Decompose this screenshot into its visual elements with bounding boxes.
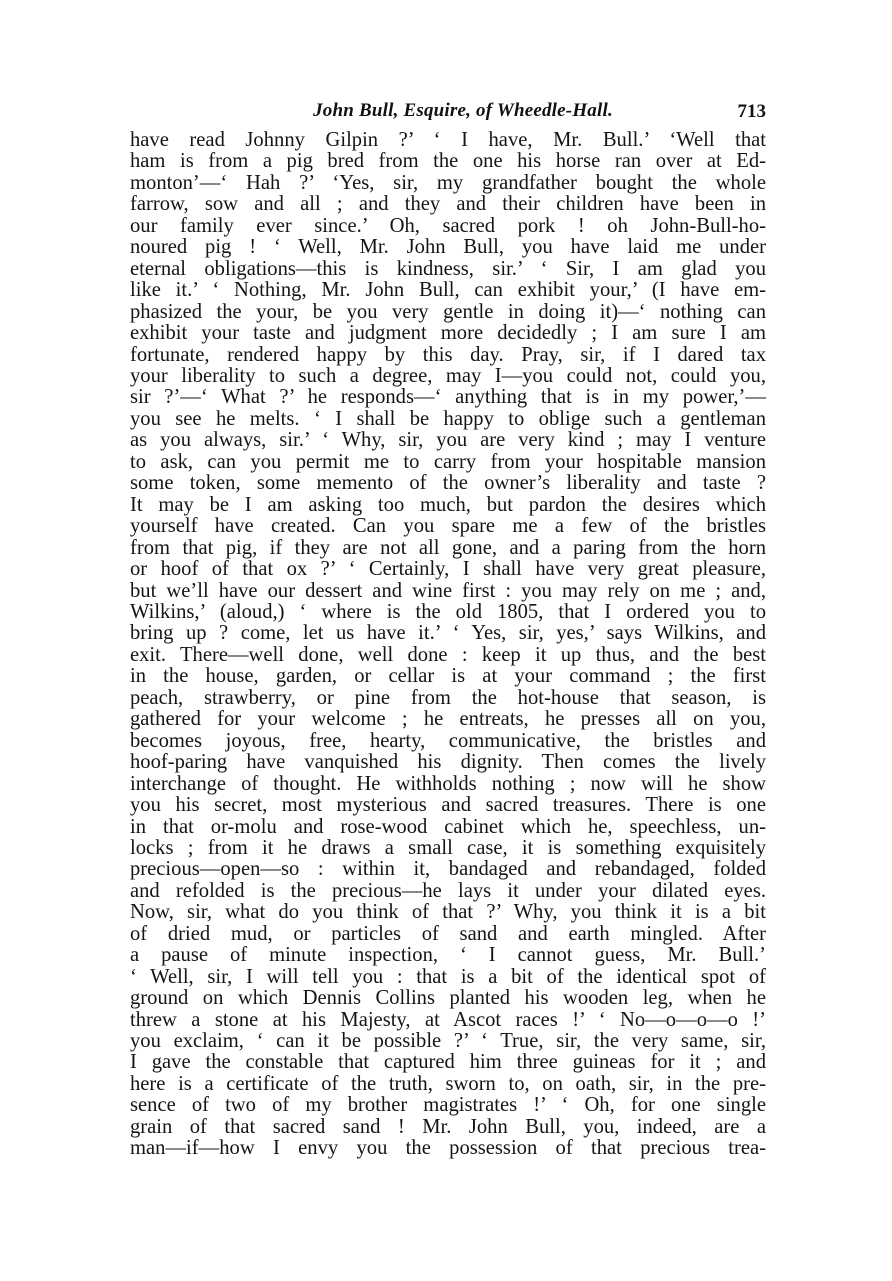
- text-line: to ask, can you permit me to carry from your hospitable mansion: [130, 450, 766, 473]
- text-line: sence of two of my brother magistrates !’ ‘ Oh, for one single: [130, 1094, 766, 1117]
- text-line: hoof-paring have vanquished his dignity. Then comes the lively: [130, 751, 766, 774]
- text-line: our family ever since.’ Oh, sacred pork ! oh John-Bull-ho-: [130, 214, 766, 237]
- text-line: your liberality to such a degree, may I—you could not, could you,: [130, 364, 766, 387]
- text-line: noured pig ! ‘ Well, Mr. John Bull, you have laid me under: [130, 236, 766, 259]
- text-line: locks ; from it he draws a small case, it is something exquisitely: [130, 836, 766, 859]
- text-line: eternal obligations—this is kindness, sir.’ ‘ Sir, I am glad you: [130, 257, 766, 280]
- text-line: of dried mud, or particles of sand and earth mingled. After: [130, 922, 766, 945]
- text-line: in that or-molu and rose-wood cabinet which he, speechless, un-: [130, 815, 766, 838]
- page-header: [130, 100, 766, 126]
- text-line: Now, sir, what do you think of that ?’ Why, you think it is a bit: [130, 901, 766, 924]
- text-line: fortunate, rendered happy by this day. Pray, sir, if I dared tax: [130, 343, 766, 366]
- text-line: have read Johnny Gilpin ?’ ‘ I have, Mr. Bull.’ ‘Well that: [130, 129, 766, 151]
- running-title: John Bull, Esquire, of Wheedle-Hall.: [313, 100, 613, 121]
- text-line: peach, strawberry, or pine from the hot-house that season, is: [130, 686, 766, 709]
- text-line: bring up ? come, let us have it.’ ‘ Yes, sir, yes,’ says Wilkins, and: [130, 622, 766, 645]
- text-line: from that pig, if they are not all gone, and a paring from the horn: [130, 536, 766, 559]
- text-line: as you always, sir.’ ‘ Why, sir, you are very kind ; may I venture: [130, 429, 766, 452]
- text-line: a pause of minute inspection, ‘ I cannot guess, Mr. Bull.’: [130, 944, 766, 967]
- text-line: in the house, garden, or cellar is at your command ; the first: [130, 665, 766, 688]
- text-line: yourself have created. Can you spare me a few of the bristles: [130, 515, 766, 538]
- text-line: I gave the constable that captured him three guineas for it ; and: [130, 1051, 766, 1074]
- text-line: ground on which Dennis Collins planted his wooden leg, when he: [130, 987, 766, 1010]
- text-line: you see he melts. ‘ I shall be happy to oblige such a gentleman: [130, 407, 766, 430]
- text-line: threw a stone at his Majesty, at Ascot races !’ ‘ No—o—o—o !’: [130, 1008, 766, 1031]
- text-line: man—if—how I envy you the possession of that precious trea-: [130, 1137, 766, 1160]
- page-number: 713: [737, 101, 766, 122]
- text-line: sir ?’—‘ What ?’ he responds—‘ anything that is in my power,’—: [130, 386, 766, 409]
- text-line: grain of that sacred sand ! Mr. John Bull, you, indeed, are a: [130, 1115, 766, 1138]
- text-line: monton’—‘ Hah ?’ ‘Yes, sir, my grandfather bought the whole: [130, 171, 766, 194]
- text-line: Wilkins,’ (aloud,) ‘ where is the old 1805, that I ordered you to: [130, 600, 766, 623]
- text-line: gathered for your welcome ; he entreats, he presses all on you,: [130, 708, 766, 731]
- text-line: interchange of thought. He withholds nothing ; now will he show: [130, 772, 766, 795]
- text-line: farrow, sow and all ; and they and their children have been in: [130, 193, 766, 216]
- text-line: becomes joyous, free, hearty, communicative, the bristles and: [130, 729, 766, 752]
- text-line: ham is from a pig bred from the one his horse ran over at Ed-: [130, 150, 766, 173]
- text-line: but we’ll have our dessert and wine first : you may rely on me ; and,: [130, 579, 766, 602]
- text-line: phasized the your, be you very gentle in doing it)—‘ nothing can: [130, 300, 766, 323]
- body-text: [130, 130, 766, 1160]
- text-line: some token, some memento of the owner’s liberality and taste ?: [130, 472, 766, 495]
- text-line: you exclaim, ‘ can it be possible ?’ ‘ True, sir, the very same, sir,: [130, 1030, 766, 1053]
- text-line: or hoof of that ox ?’ ‘ Certainly, I shall have very great pleasure,: [130, 558, 766, 581]
- text-line: precious—open—so : within it, bandaged and rebandaged, folded: [130, 858, 766, 881]
- text-line: and refolded is the precious—he lays it under your dilated eyes.: [130, 879, 766, 902]
- text-line: like it.’ ‘ Nothing, Mr. John Bull, can exhibit your,’ (I have em-: [130, 279, 766, 302]
- text-line: It may be I am asking too much, but pardon the desires which: [130, 493, 766, 516]
- text-line: you his secret, most mysterious and sacred treasures. There is one: [130, 794, 766, 817]
- text-line: exhibit your taste and judgment more decidedly ; I am sure I am: [130, 322, 766, 345]
- text-line: exit. There—well done, well done : keep it up thus, and the best: [130, 643, 766, 666]
- text-line: here is a certificate of the truth, sworn to, on oath, sir, in the pre-: [130, 1072, 766, 1095]
- text-line: ‘ Well, sir, I will tell you : that is a bit of the identical spot of: [130, 965, 766, 988]
